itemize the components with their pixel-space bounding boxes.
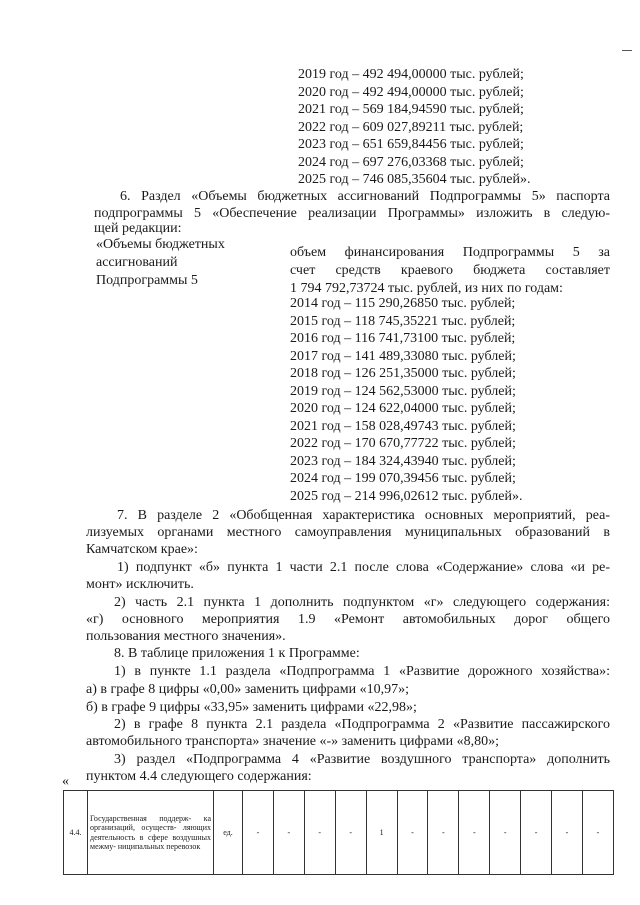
para7-sub2-line2: «г) основного мероприятия 1.9 «Ремонт автомобильных дорог общего [86, 612, 610, 627]
para8-line3: а) в графе 8 цифры «0,00» заменить цифрами «10,97»; [86, 682, 410, 697]
table-cell: - [582, 791, 613, 875]
para7-line1: 7. В разделе 2 «Обобщенная характеристика основных мероприятий, реа- [117, 508, 610, 523]
table-cell-name: Государственная поддерж- ка организаций, осуществ- ляющих деятельность в сфере воздушных межму- ниципальных перевозок [88, 791, 214, 875]
year-line: 2020 год – 492 494,00000 тыс. рублей; [298, 84, 524, 100]
table-cell: - [335, 791, 366, 875]
table-cell: 1 [366, 791, 397, 875]
para7-sub2-line3: пользования местного значения». [86, 629, 286, 644]
table-row [64, 791, 614, 875]
table-cell: - [273, 791, 304, 875]
year-line: 2018 год – 126 251,35000 тыс. рублей; [290, 366, 516, 381]
table-cell: - [428, 791, 459, 875]
year-line: 2024 год – 199 070,39456 тыс. рублей; [290, 471, 516, 486]
para7-sub2-line1: 2) часть 2.1 пункта 1 дополнить подпунктом «г» следующего содержания: [114, 595, 610, 610]
table-cell: - [459, 791, 490, 875]
years-block-2 [290, 295, 522, 505]
table-cell: - [490, 791, 521, 875]
year-line: 2014 год – 115 290,26850 тыс. рублей; [290, 296, 516, 311]
open-quote: « [62, 774, 69, 789]
year-line: 2022 год – 609 027,89211 тыс. рублей; [298, 119, 524, 135]
year-line: 2020 год – 124 622,04000 тыс. рублей; [290, 401, 516, 416]
table-cell-num: 4.4. [64, 791, 88, 875]
passport-label-line: «Объемы бюджетных [96, 237, 225, 252]
year-line: 2019 год – 492 494,00000 тыс. рублей; [298, 67, 524, 82]
para7-line3: Камчатском крае»: [86, 542, 198, 557]
table-cell: - [397, 791, 428, 875]
passport-text-line: 1 794 792,73724 тыс. рублей, из них по годам: [290, 281, 563, 296]
passport-text-line: объем финансирования Подпрограммы 5 за [290, 245, 610, 260]
table-cell: - [304, 791, 335, 875]
year-line: 2023 год – 184 324,43940 тыс. рублей; [290, 453, 516, 469]
year-line: 2025 год – 214 996,02612 тыс. рублей». [290, 488, 523, 504]
passport-label-line: ассигнований [96, 255, 178, 270]
para8-line4: б) в графе 9 цифры «33,95» заменить цифрами «22,98»; [86, 700, 417, 715]
year-line: 2021 год – 158 028,49743 тыс. рублей; [290, 418, 516, 434]
para8-line7: 3) раздел «Подпрограмма 4 «Развитие воздушного транспорта» дополнить [114, 752, 610, 767]
year-line: 2017 год – 141 489,33080 тыс. рублей; [290, 348, 516, 364]
passport-label-line: Подпрограммы 5 [96, 273, 198, 288]
para6-line3: щей редакции: [94, 221, 182, 236]
year-line: 2019 год – 124 562,53000 тыс. рублей; [290, 383, 516, 399]
year-line: 2023 год – 651 659,84456 тыс. рублей; [298, 137, 524, 152]
year-line: 2022 год – 170 670,77722 тыс. рублей; [290, 436, 516, 451]
program-table [63, 790, 614, 875]
para7-sub1-line1: 1) подпункт «б» пункта 1 части 2.1 после слова «Содержание» слова «и ре- [117, 560, 610, 575]
table-cell: - [243, 791, 274, 875]
years-block-1 [298, 66, 530, 189]
table-cell-unit: ед. [214, 791, 243, 875]
year-line: 2025 год – 746 085,35604 тыс. рублей». [298, 172, 531, 187]
para8-line5: 2) в графе 8 пункта 2.1 раздела «Подпрограмма 2 «Развитие пассажирского [114, 717, 610, 732]
para8-line8: пунктом 4.4 следующего содержания: [86, 769, 312, 784]
para8-line1: 8. В таблице приложения 1 к Программе: [114, 646, 360, 661]
passport-right-column [290, 244, 610, 298]
table-cell: - [552, 791, 583, 875]
para7-line2: лизуемых органами местного самоуправления муниципальных образований в [86, 525, 610, 540]
passport-left-column [96, 236, 276, 290]
margin-mark [622, 50, 632, 51]
para6-line1: 6. Раздел «Объемы бюджетных ассигнований Подпрограммы 5» паспорта [120, 189, 610, 204]
year-line: 2015 год – 118 745,35221 тыс. рублей; [290, 313, 516, 329]
para8-line6: автомобильного транспорта» значение «-» заменить цифрами «8,80»; [86, 734, 499, 749]
year-line: 2021 год – 569 184,94590 тыс. рублей; [298, 102, 524, 117]
para6-line2: подпрограммы 5 «Обеспечение реализации Программы» изложить в следую- [94, 206, 610, 221]
year-line: 2024 год – 697 276,03368 тыс. рублей; [298, 154, 524, 170]
passport-text-line: счет средств краевого бюджета составляет [290, 263, 610, 278]
para7-sub1-line2: монт» исключить. [86, 577, 194, 592]
table-cell: - [521, 791, 552, 875]
year-line: 2016 год – 116 741,73100 тыс. рублей; [290, 331, 516, 346]
para8-line2: 1) в пункте 1.1 раздела «Подпрограмма 1 «Развитие дорожного хозяйства»: [114, 664, 610, 679]
